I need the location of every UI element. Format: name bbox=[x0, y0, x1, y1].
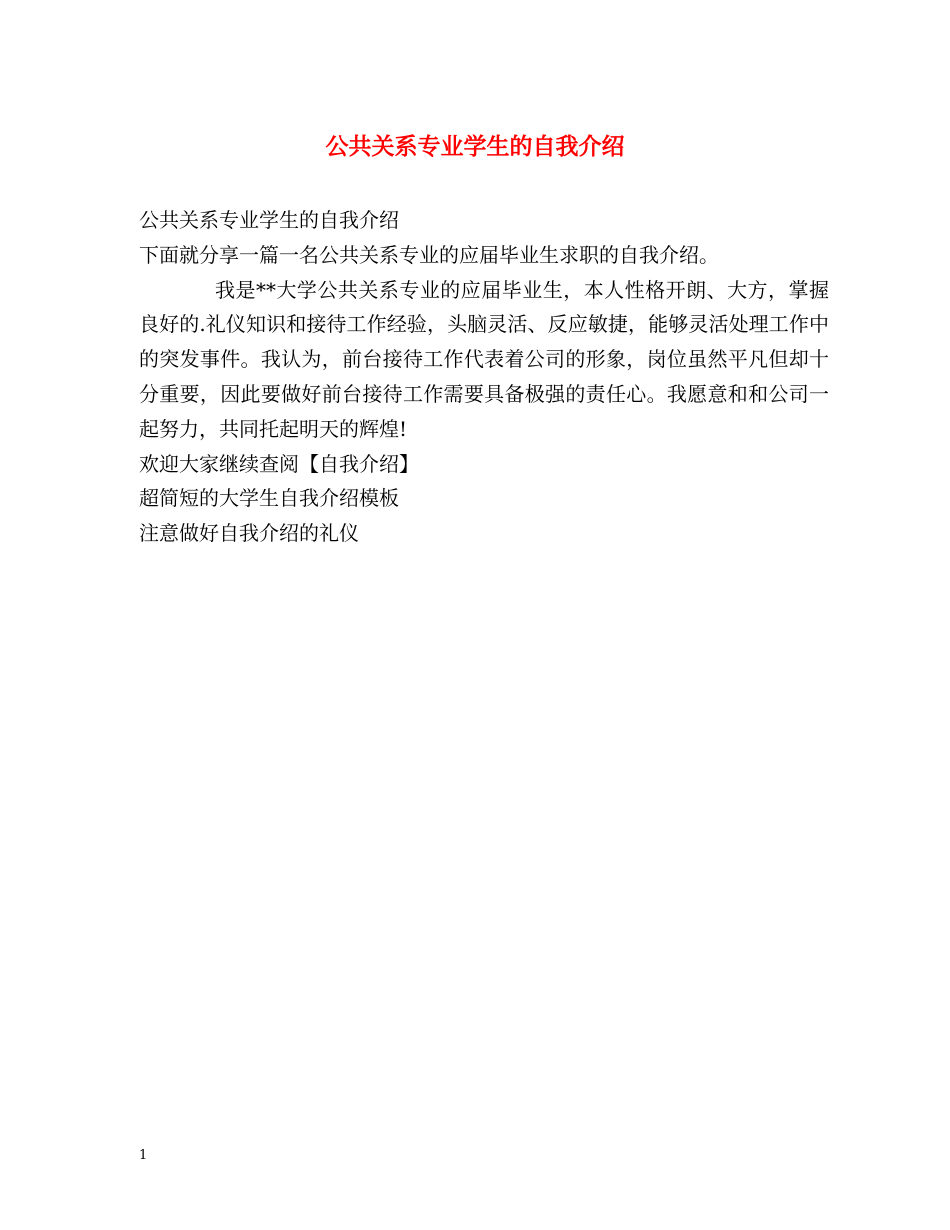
self-introduction-paragraph: 我是**大学公共关系专业的应届毕业生，本人性格开朗、大方，掌握良好的.礼仪知识和接待工作经验，头脑灵活、反应敏捷，能够灵活处理工作中的突发事件。我认为，前台接待工作代表着公司的形象，岗位虽然平凡但却十分重要，因此要做好前台接待工作需要具备极强的责任心。我愿意和和公司一起努力，共同托起明天的辉煌! bbox=[139, 277, 829, 441]
body-line-intro: 下面就分享一篇一名公共关系专业的应届毕业生求职的自我介绍。 bbox=[139, 242, 719, 267]
page-number: 1 bbox=[139, 1148, 148, 1163]
related-link-short-template: 超简短的大学生自我介绍模板 bbox=[139, 486, 399, 511]
body-line-subtitle: 公共关系专业学生的自我介绍 bbox=[139, 208, 399, 232]
document-title: 公共关系专业学生的自我介绍 bbox=[325, 133, 625, 160]
related-link-etiquette: 注意做好自我介绍的礼仪 bbox=[139, 521, 359, 546]
document-body bbox=[139, 203, 829, 551]
related-link-continue-reading: 欢迎大家继续查阅【自我介绍】 bbox=[139, 451, 419, 476]
